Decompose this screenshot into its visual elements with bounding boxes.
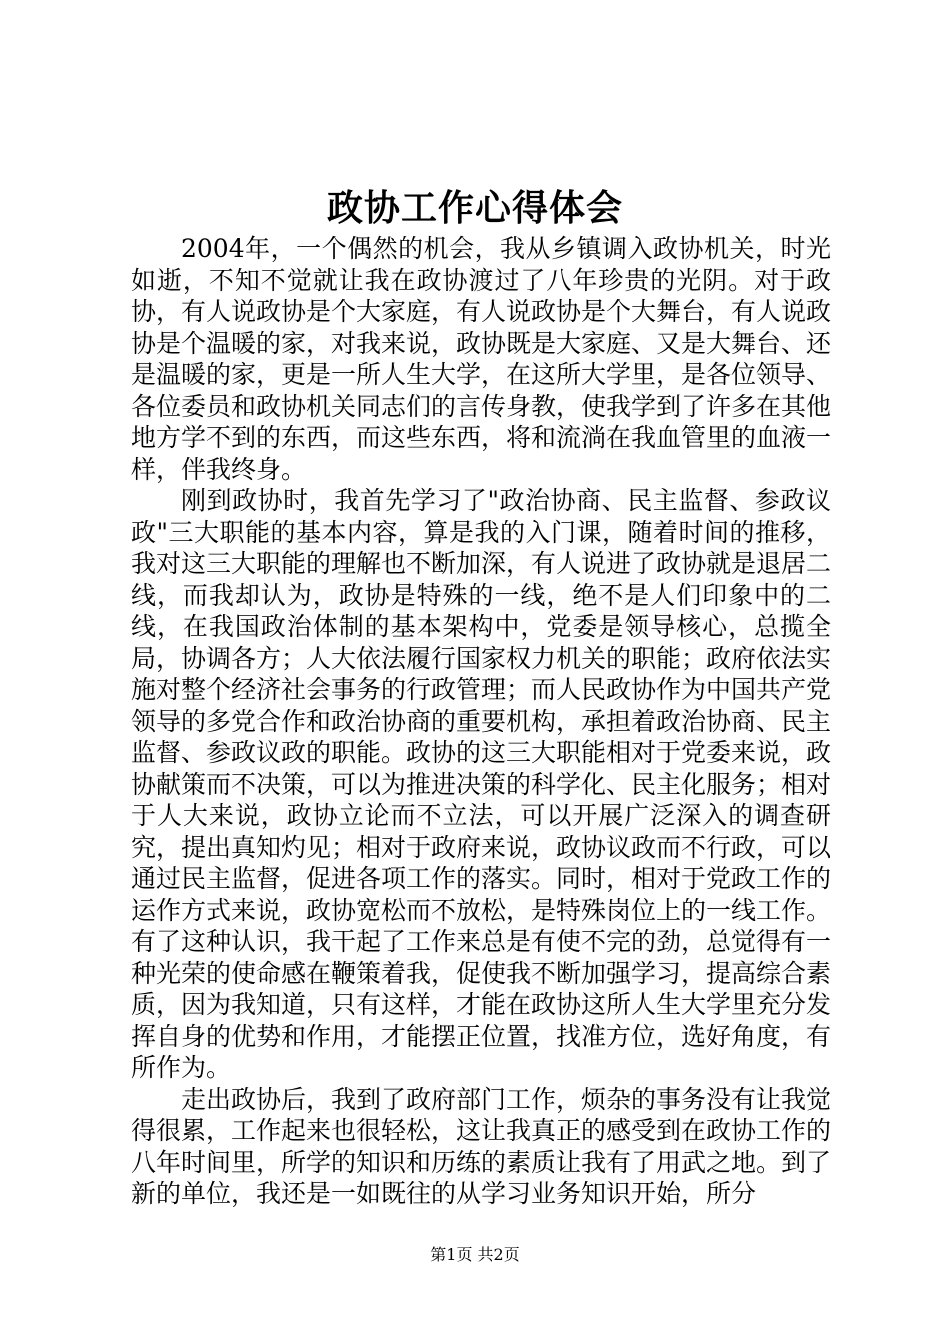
paragraph-2: 刚到政协时，我首先学习了"政治协商、民主监督、参政议政"三大职能的基本内容，算是我的入门课，随着时间的推移，我对这三大职能的理解也不断加深，有人说进了政协就是退居二线，而我却认为，政协是特殊的一线，绝不是人们印象中的二线，在我国政治体制的基本架构中，党委是领导核心，总揽全局，协调各方；人大依法履行国家权力机关的职能；政府依法实施对整个经济社会事务的行政管理；而人民政协作为中国共产党领导的多党合作和政治协商的重要机构，承担着政治协商、民主监督、参政议政的职能。政协的这三大职能相对于党委来说，政协献策而不决策，可以为推进决策的科学化、民主化服务；相对于人大来说，政协立论而不立法，可以开展广泛深入的调查研究，提出真知灼见；相对于政府来说，政协议政而不行政，可以通过民主监督，促进各项工作的落实。同时，相对于党政工作的运作方式来说，政协宽松而不放松，是特殊岗位上的一线工作。有了这种认识，我干起了工作来总是有使不完的劲，总觉得有一种光荣的使命感在鞭策着我，促使我不断加强学习，提高综合素质，因为我知道，只有这样，才能在政协这所人生大学里充分发挥自身的优势和作用，才能摆正位置，找准方位，选好角度，有所作为。 [131,486,832,1082]
document-body [131,233,831,1210]
document-title: 政协工作心得体会 [326,187,623,229]
paragraph-1: 2004年，一个偶然的机会，我从乡镇调入政协机关，时光如逝，不知不觉就让我在政协渡过了八年珍贵的光阴。对于政协，有人说政协是个大家庭，有人说政协是个大舞台，有人说政协是个温暖的家，对我来说，政协既是大家庭、又是大舞台、还是温暖的家，更是一所人生大学，在这所大学里，是各位领导、各位委员和政协机关同志们的言传身教，使我学到了许多在其他地方学不到的东西，而这些东西，将和流淌在我血管里的血液一样，伴我终身。 [131,234,832,484]
paragraph-3: 走出政协后，我到了政府部门工作，烦杂的事务没有让我觉得很累，工作起来也很轻松，这让我真正的感受到在政协工作的八年时间里，所学的知识和历练的素质让我有了用武之地。到了新的单位，我还是一如既往的从学习业务知识开始，所分 [131,1084,832,1208]
page-footer: 第1页 共2页 [430,1245,520,1264]
